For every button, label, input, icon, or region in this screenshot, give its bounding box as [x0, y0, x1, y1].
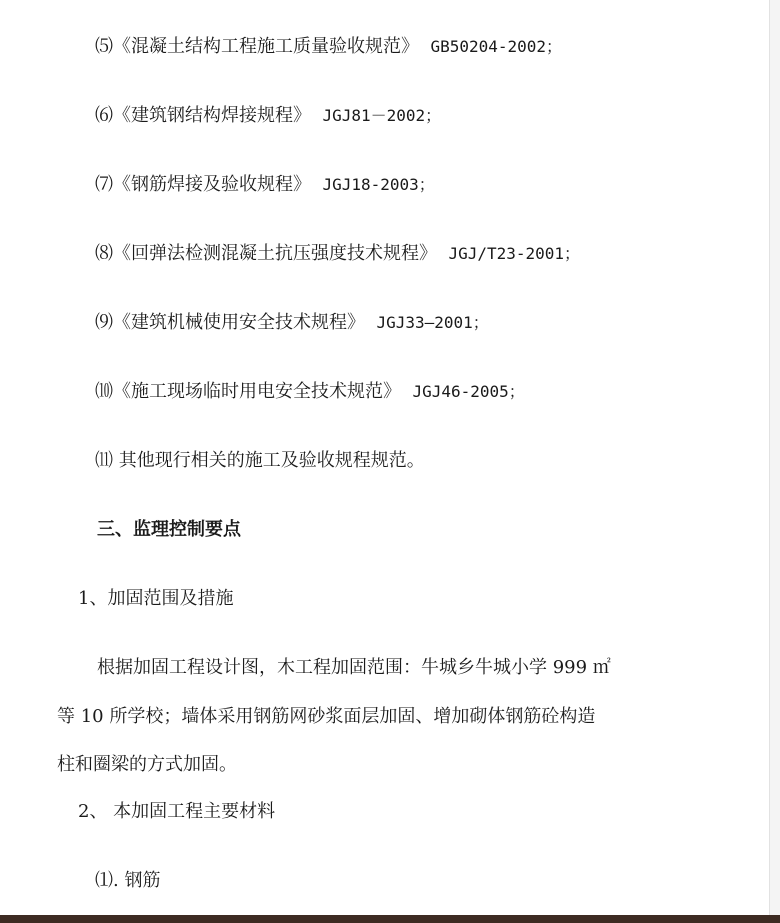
reference-title: 《建筑钢结构焊接规程》 [113, 105, 311, 126]
paragraph-line: 根据加固工程设计图，木工程加固范围：牛城乡牛城小学 999 ㎡ [97, 657, 611, 678]
reference-number: ⑻ [95, 243, 113, 264]
reference-code: JGJ18-2003； [322, 175, 435, 194]
reference-number: ⑹ [95, 105, 113, 126]
reference-number: ⑽ [95, 381, 113, 402]
paragraph-line: 柱和圈梁的方式加固。 [57, 754, 237, 775]
reference-title: 《回弹法检测混凝土抗压强度技术规程》 [113, 243, 437, 264]
reference-code: GB50204-2002； [430, 37, 563, 56]
reference-number: ⑼ [95, 312, 113, 333]
reference-item [95, 448, 425, 474]
section-heading: 三、监理控制要点 [97, 519, 241, 540]
subsection-heading: 2、 本加固工程主要材料 [78, 801, 276, 822]
material-item: ⑴. 钢筋 [95, 870, 161, 891]
reference-title: 《建筑机械使用安全技术规程》 [113, 312, 365, 333]
subsection-heading: 1、加固范围及措施 [78, 588, 234, 609]
reference-code: JGJ81－2002； [322, 106, 442, 125]
reference-item [95, 241, 580, 267]
reference-number: ⑸ [95, 36, 113, 57]
paragraph-line: 等 10 所学校；墙体采用钢筋网砂浆面层加固、增加砌体钢筋砼构造 [57, 706, 596, 727]
reference-item [95, 172, 435, 198]
reference-title: 《混凝土结构工程施工质量验收规范》 [113, 36, 419, 57]
reference-number: ⑾ [95, 450, 113, 471]
reference-item [95, 103, 441, 129]
bottom-bar [0, 915, 780, 923]
reference-code: JGJ46-2005； [412, 382, 525, 401]
reference-title: 《施工现场临时用电安全技术规范》 [113, 381, 401, 402]
reference-code: JGJ33—2001； [376, 313, 489, 332]
reference-item [95, 310, 489, 336]
reference-item [95, 34, 562, 60]
reference-item [95, 379, 525, 405]
reference-number: ⑺ [95, 174, 113, 195]
reference-code: JGJ/T23-2001； [448, 244, 581, 263]
reference-title: 其他现行相关的施工及验收规程规范。 [118, 450, 425, 471]
reference-title: 《钢筋焊接及验收规程》 [113, 174, 311, 195]
page-edge [769, 0, 780, 915]
